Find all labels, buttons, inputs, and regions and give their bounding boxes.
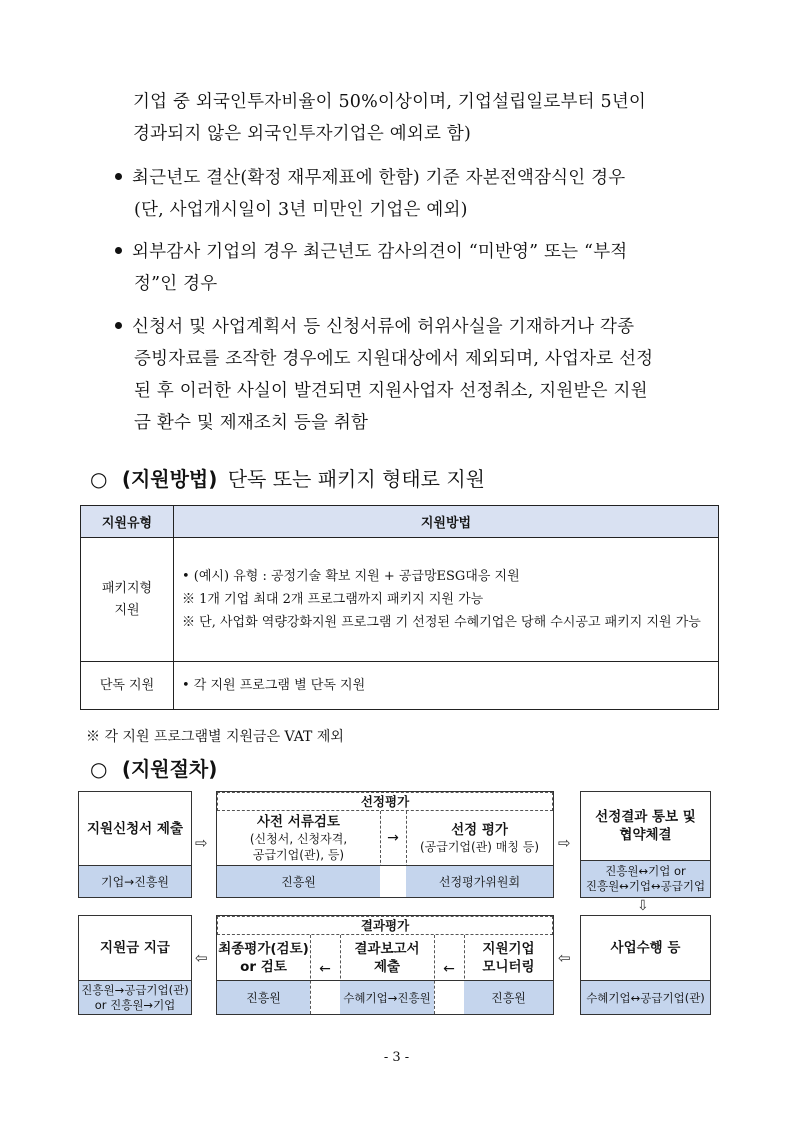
step-title-line: 선정결과 통보 및 [595,809,696,825]
table-cell-method [174,662,719,710]
text-line: 금 환수 및 제재조치 등을 취함 [134,413,369,433]
step-title-line: 최종평가(검토) [218,940,309,957]
text-line: 외부감사 기업의 경우 최근년도 감사의견이 “미반영” 또는 “부적 [132,242,628,262]
flow-step-notify-contract [580,791,711,898]
text-line: 된 후 이러한 사실이 발견되면 지원사업자 선정취소, 지원받은 지원 [134,381,648,401]
spacer [310,980,340,1014]
arrow-inner-right-icon: → [387,830,399,846]
circle-marker-icon: ○ [90,757,108,781]
step-subtitle: (신청서, 신청자격, [249,832,348,846]
flow-step-report [340,935,434,980]
step-actor: 수혜기업→진흥원 [340,980,434,1014]
section-label: (지원방법) [121,467,218,491]
method-line: • 각 지원 프로그램 별 단독 지원 [182,678,366,693]
step-title-line: 모니터링 [482,958,535,975]
section-heading-method [90,463,485,492]
text-line: 신청서 및 사업계획서 등 신청서류에 허위사실을 기재하거나 각종 [132,317,635,337]
table-header-row [81,506,719,538]
table-header: 지원방법 [174,506,719,538]
flow-group-selection [216,791,554,898]
text-line: (단, 사업개시일이 3년 미만인 기업은 예외) [134,200,468,220]
step-actor-line: 진흥원↔기업 or [605,864,686,878]
flow-step-selection-eval [406,811,553,865]
arrow-left-icon: ⇦ [195,949,208,967]
spacer [434,980,464,1014]
arrow-left-icon: ⇦ [558,949,571,967]
arrow-down-icon: ⇩ [637,898,649,914]
step-actor-line: or 진흥원→기업 [94,997,176,1012]
text-line: 증빙자료를 조작한 경우에도 지원대상에서 제외되며, 사업자로 선정 [134,349,654,369]
text-line: 경과되지 않은 외국인투자기업은 예외로 함) [133,124,471,144]
spacer [380,865,406,897]
step-actor: 진흥원 [217,865,380,897]
step-title-line: or 검토 [240,958,287,975]
method-line: ※ 단, 사업화 역량강화지원 프로그램 기 선정된 수혜기업은 당해 수시공고 패키지 지원 가능 [182,615,701,630]
flow-group-result [216,915,554,1015]
bullet-icon [115,247,122,254]
section-heading-procedure [90,753,217,782]
table-row [81,662,719,710]
flow-step-payment [78,915,192,1015]
step-actor: 기업→진흥원 [79,865,191,897]
support-method-table [80,505,719,710]
step-title-line: 지원기업 [482,940,535,957]
page-number: - 3 - [383,1050,410,1065]
flow-step-doc-review [217,811,380,865]
step-actor [581,860,710,897]
arrow-right-icon: ⇨ [558,834,571,852]
text-line: 정”인 경우 [134,274,218,294]
step-actor: 수혜기업↔공급기업(관) [581,980,710,1014]
bullet-item-capital [115,162,725,226]
table-cell-type [81,538,174,662]
method-line: ※ 1개 기업 최대 2개 프로그램까지 패키지 지원 가능 [182,592,484,607]
text-line: 최근년도 결산(확정 재무제표에 한함) 기준 자본전액잠식인 경우 [132,168,626,188]
arrow-inner-left-icon: ← [443,960,455,977]
flow-step-application [78,791,192,898]
group-label: 선정평가 [360,793,410,809]
step-actor: 진흥원 [217,980,310,1014]
bullet-item-audit [115,236,725,300]
flow-step-execution [580,915,711,1015]
step-actor-line: 진흥원→공급기업(관) [81,982,189,997]
table-header: 지원유형 [81,506,174,538]
bullet-icon [115,173,122,180]
bullet-icon [115,322,122,329]
text-line: 기업 중 외국인투자비율이 50%이상이며, 기업설립일로부터 5년이 [133,92,647,112]
group-label: 결과평가 [360,917,410,933]
step-title: 사전 서류검토 [257,814,340,830]
step-title: 선정 평가 [451,822,508,838]
step-title-line: 결과보고서 [354,940,420,957]
step-title: 지원금 지급 [100,940,170,956]
section-text: 단독 또는 패키지 형태로 지원 [227,467,486,491]
method-line: • (예시) 유형 : 공정기술 확보 지원 + 공급망ESG대응 지원 [182,569,520,584]
section-label: (지원절차) [121,757,218,781]
table-cell-type [81,662,174,710]
step-title: 지원신청서 제출 [87,820,183,837]
arrow-right-icon: ⇨ [195,834,208,852]
flow-step-monitoring [464,935,553,980]
step-subtitle: (공급기업(관) 매칭 등) [419,840,540,854]
step-subtitle: 공급기업(관), 등) [252,848,345,862]
type-label: 단독 지원 [99,677,155,693]
type-label: 지원 [114,602,140,618]
step-actor-line: 진흥원↔기업↔공급기업 [585,879,706,893]
table-row [81,538,719,662]
step-actor [79,980,191,1014]
step-title-line: 제출 [373,958,401,975]
circle-marker-icon: ○ [90,467,108,491]
step-actor: 진흥원 [464,980,553,1014]
arrow-inner-left-icon: ← [319,960,331,977]
table-cell-method [174,538,719,662]
continuation-paragraph [133,86,723,150]
step-actor: 선정평가위원회 [406,865,553,897]
flow-step-final-eval [217,935,310,980]
step-title-line: 협약체결 [619,827,672,843]
step-title [581,792,710,860]
type-label: 패키지형 [101,580,153,596]
step-title: 사업수행 등 [610,940,681,956]
bullet-item-false-info [115,311,725,439]
vat-note: ※ 각 지원 프로그램별 지원금은 VAT 제외 [86,729,344,745]
